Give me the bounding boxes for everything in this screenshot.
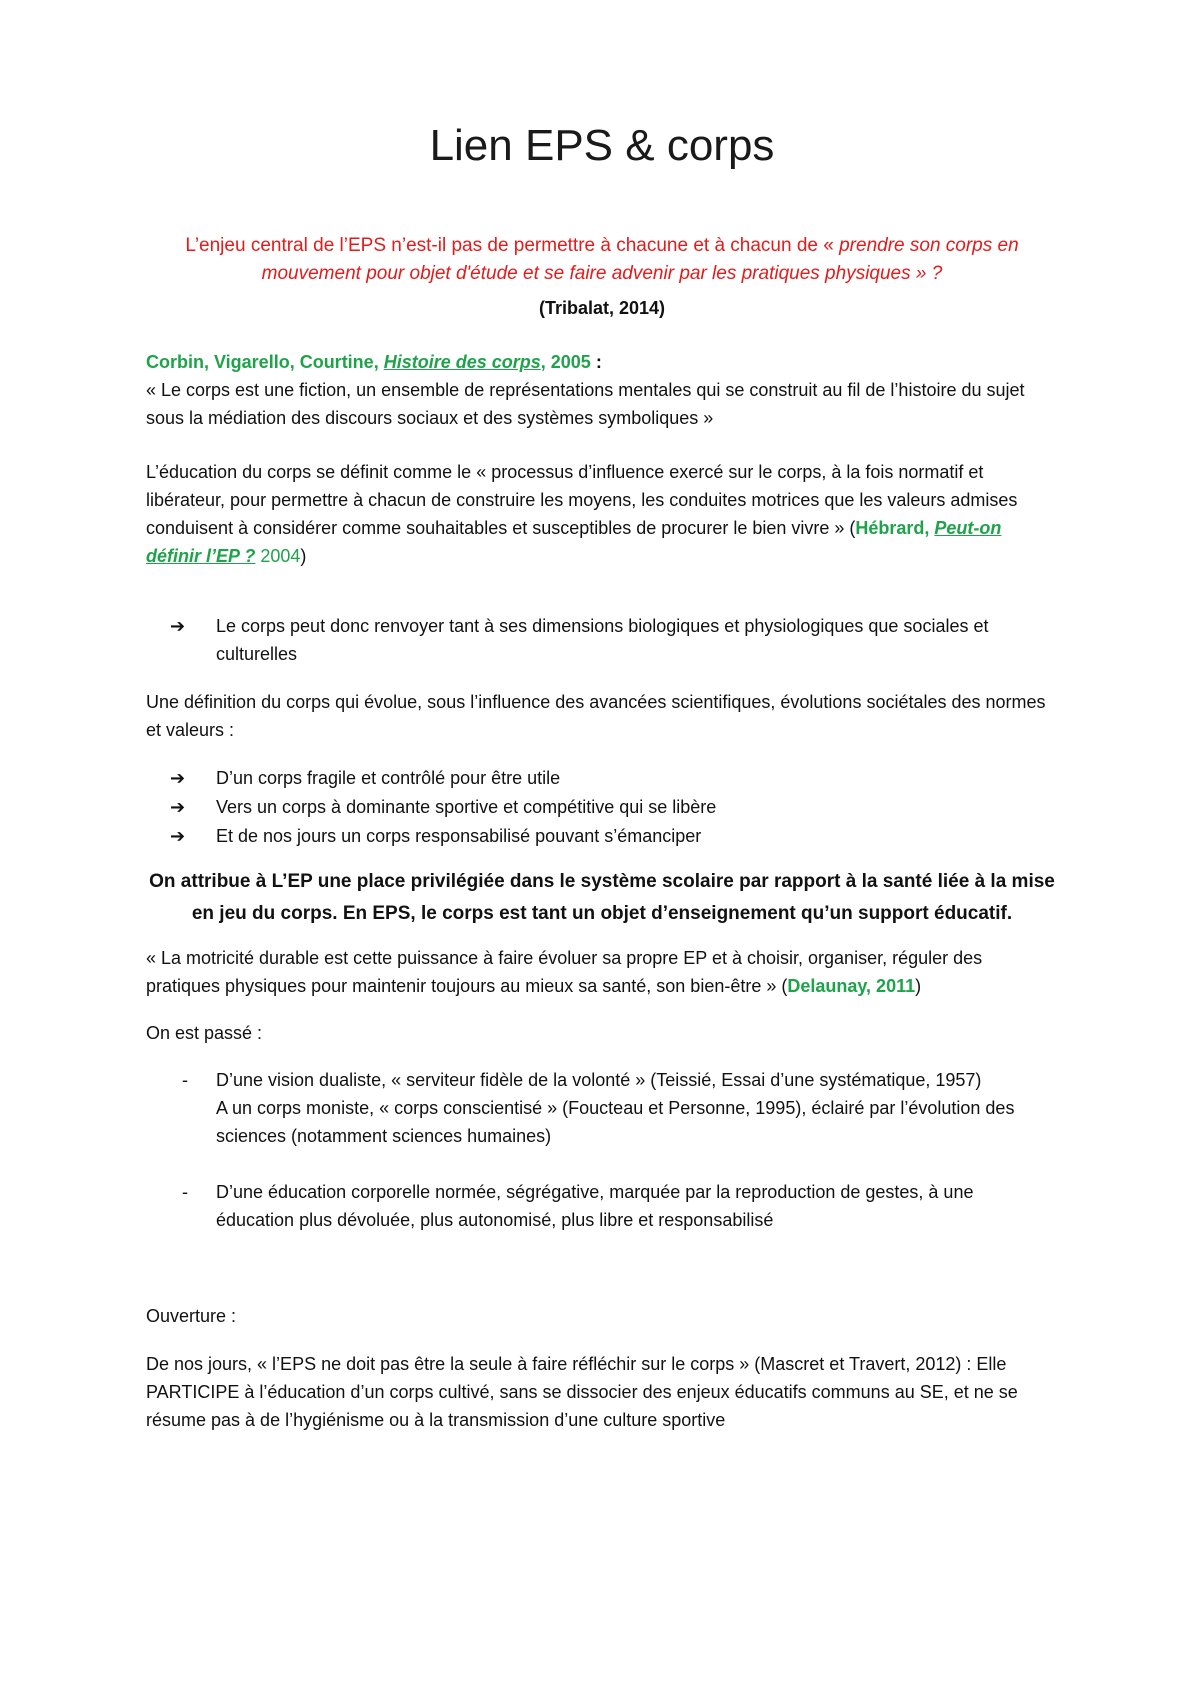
corbin-authors: Corbin, Vigarello, Courtine, [146,352,384,372]
intro-citation: (Tribalat, 2014) [538,298,666,318]
corbin-heading [146,348,1058,376]
dash-item-line2: A un corps moniste, « corps conscientisé » (Foucteau et Personne, 1995), éclairé par l’évolution des sciences (notamment sciences humaines) [216,1098,1015,1146]
arrow-bullet-sportive [170,793,1030,821]
motricite-paragraph [146,944,1058,1000]
on-est-passe: On est passé : [146,1023,263,1043]
dash-item-line1: D’une éducation corporelle normée, ségrégative, marquée par la reproduction de gestes, à une éducation plus dévoluée, plus autonomisé, plus libre et responsabilisé [216,1182,974,1230]
education-author: Hébrard, [855,518,935,538]
corbin-colon: : [590,352,602,372]
arrow-icon: ➔ [170,826,186,846]
corbin-year: , 2005 [540,352,591,372]
dash-item-line1: D’une vision dualiste, « serviteur fidèle de la volonté » (Teissié, Essai d’une systématique, 1957) [216,1070,982,1090]
motricite-author: Delaunay, 2011 [787,976,916,996]
dash-marker: - [182,1182,188,1202]
arrow-bullet-text: Et de nos jours un corps responsabilisé pouvant s’émanciper [216,826,702,846]
dash-item-dualiste [182,1066,1042,1150]
corbin-quote: « Le corps est une fiction, un ensemble de représentations mentales qui se construit au fil de l’histoire du sujet sous la médiation des discours sociaux et des systèmes symboliques » [146,380,1025,428]
intro-question [146,232,1058,288]
ouverture-label: Ouverture : [146,1306,237,1326]
corbin-book: Histoire des corps [383,352,541,372]
arrow-bullet-text: Vers un corps à dominante sportive et compétitive qui se libère [216,797,717,817]
arrow-icon: ➔ [170,768,186,788]
dash-item-education [182,1178,1042,1234]
arrow-icon: ➔ [170,797,186,817]
motricite-text: « La motricité durable est cette puissance à faire évoluer sa propre EP et à choisir, organiser, réguler des pratiques physiques pour maintenir toujours au mieux sa santé, son bien-être » ( [146,948,983,996]
intro-question-italic: prendre son corps en mouvement pour objet d'étude et se faire advenir par les pratiques physiques [261,235,1019,284]
dash-marker: - [182,1070,188,1090]
arrow-bullet-responsabilise [170,822,1030,850]
ouverture-text: De nos jours, « l’EPS ne doit pas être la seule à faire réfléchir sur le corps » (Mascret et Travert, 2012) : Elle PARTICIPE à l’éducation d’un corps cultivé, sans se dissocier des enjeux éducatifs communs au SE, et ne se résume pas à de l’hygiénisme ou à la transmission d’une culture sportive [146,1354,1018,1430]
arrow-bullet-corps [170,612,1030,668]
education-close: ) [300,546,307,566]
arrow-icon: ➔ [170,616,186,636]
education-book: Peut-on définir l’EP ? [146,518,1002,566]
education-paragraph [146,458,1058,570]
education-text: L’éducation du corps se définit comme le « processus d’influence exercé sur le corps, à la fois normatif et libérateur, pour permettre à chacun de construire les moyens, les conduites motrices que les valeurs admises conduisent à considérer comme souhaitables et susceptibles de procurer le bien vivre » ( [146,462,1018,538]
definition-paragraph: Une définition du corps qui évolue, sous l’influence des avancées scientifiques, évolutions sociétales des normes et valeurs : [146,692,1046,740]
arrow-bullet-text: D’un corps fragile et contrôlé pour être utile [216,768,561,788]
motricite-close: ) [915,976,922,996]
arrow-bullet-text: Le corps peut donc renvoyer tant à ses dimensions biologiques et physiologiques que sociales et culturelles [216,616,989,664]
intro-question-part1: L’enjeu central de l’EPS n’est-il pas de permettre à chacune et à chacun de « [185,235,840,256]
bold-statement: On attribue à L’EP une place privilégiée dans le système scolaire par rapport à la santé liée à la mise en jeu du corps. En EPS, le corps est tant un objet d’enseignement qu’un support éducatif. [149,871,1055,924]
arrow-bullet-fragile [170,764,1030,792]
page-title: Lien EPS & corps [429,121,775,170]
education-year: 2004 [255,546,301,566]
intro-question-end: » ? [910,263,943,284]
